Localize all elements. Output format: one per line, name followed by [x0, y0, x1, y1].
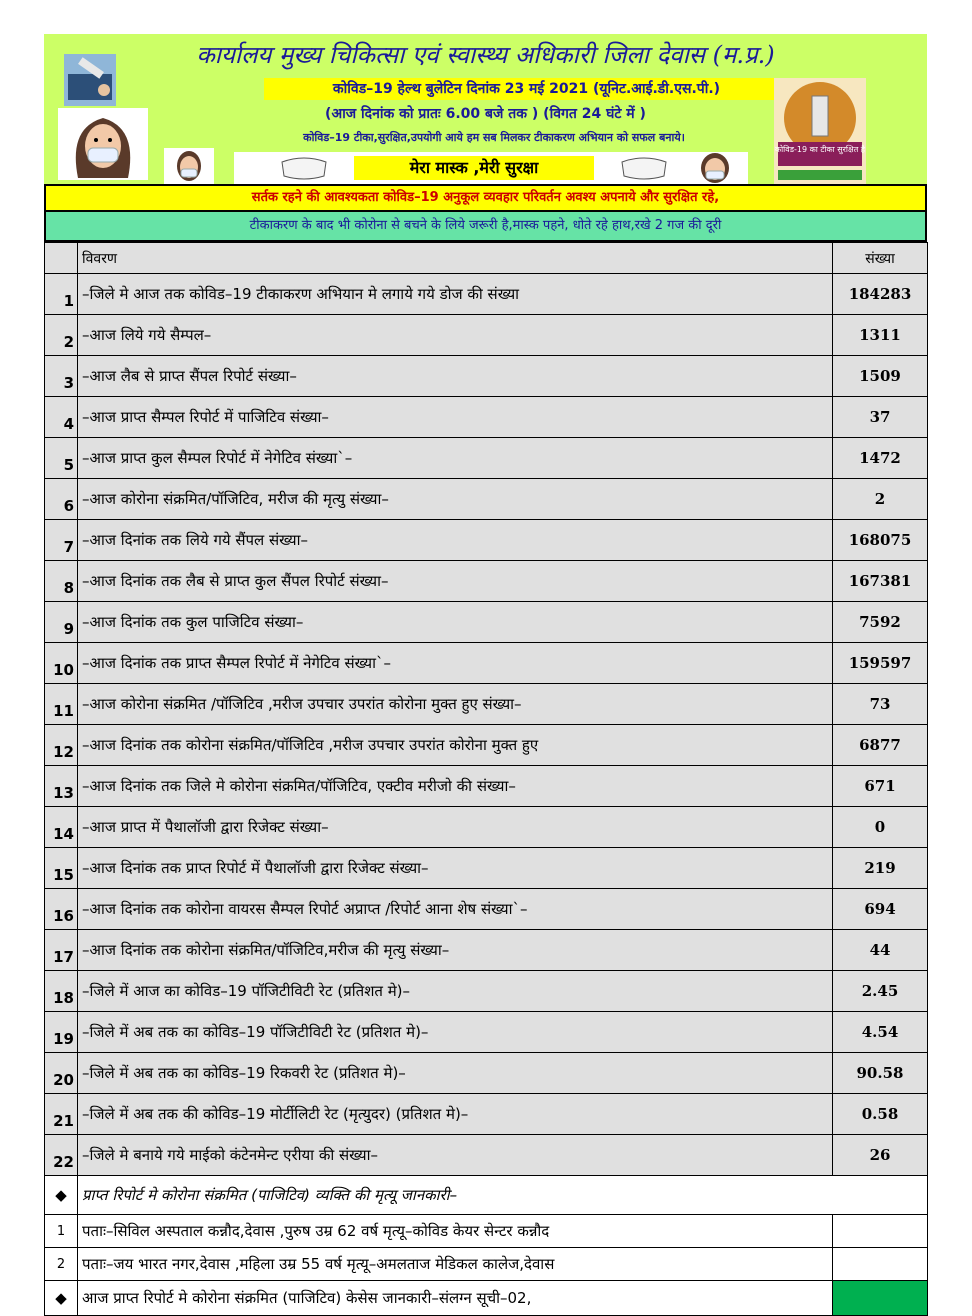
- row-number: 12: [45, 725, 78, 766]
- vaccination-slogan: कोविड–19 टीका,सुरक्षित,उपयोगी आये हम सब मिलकर टीकाकरण अभियान को सफल बनाये।: [303, 131, 685, 144]
- row-number: 17: [45, 930, 78, 971]
- table-row: [45, 1012, 928, 1053]
- row-number: 3: [45, 356, 78, 397]
- death-record-row: [45, 1215, 928, 1248]
- row-description: –आज दिनांक तक कोरोना वायरस सैम्पल रिपोर्ट अप्राप्त /रिपोर्ट आना शेष संख्या`–: [78, 889, 833, 930]
- row-count: 1311: [833, 315, 928, 356]
- row-count: 4.54: [833, 1012, 928, 1053]
- row-count: 2: [833, 479, 928, 520]
- row-description: –आज दिनांक तक जिले मे कोरोना संक्रमित/पॉजिटिव, एक्टीव मरीजो की संख्या–: [78, 766, 833, 807]
- row-description: –आज दिनांक तक कोरोना संक्रमित/पॉजिटिव,मरीज की मृत्यु संख्या–: [78, 930, 833, 971]
- row-count: 37: [833, 397, 928, 438]
- row-description: –आज लैब से प्राप्त सैंपल रिपोर्ट संख्या–: [78, 356, 833, 397]
- table-row: [45, 807, 928, 848]
- row-count: 671: [833, 766, 928, 807]
- row-description: –आज कोरोना संक्रमित/पॉजिटिव, मरीज की मृत्यु संख्या–: [78, 479, 833, 520]
- row-number: 18: [45, 971, 78, 1012]
- row-number: 11: [45, 684, 78, 725]
- vaccine-safe-caption: कोविड-19 का टीका सुरक्षित है: [774, 145, 866, 154]
- row-number: 15: [45, 848, 78, 889]
- row-number: 19: [45, 1012, 78, 1053]
- table-row: [45, 725, 928, 766]
- row-description: –आज कोरोना संक्रमित /पॉजिटिव ,मरीज उपचार उपरांत कोरोना मुक्त हुए संख्या–: [78, 684, 833, 725]
- row-description: –आज लिये गये सैम्पल–: [78, 315, 833, 356]
- death-record-row: [45, 1248, 928, 1281]
- table-row: [45, 561, 928, 602]
- header-index-cell: [45, 243, 78, 274]
- row-number: 7: [45, 520, 78, 561]
- row-number: 4: [45, 397, 78, 438]
- row-count: 159597: [833, 643, 928, 684]
- death-record-blank: [833, 1215, 928, 1248]
- row-description: –आज दिनांक तक लैब से प्राप्त कुल सैंपल रिपोर्ट संख्या–: [78, 561, 833, 602]
- row-number: 10: [45, 643, 78, 684]
- row-count: 694: [833, 889, 928, 930]
- row-description: –जिले में आज का कोविड–19 पॉजिटीविटी रेट (प्रतिशत मे)–: [78, 971, 833, 1012]
- death-record-number: 2: [45, 1248, 78, 1281]
- row-description: –आज दिनांक तक प्राप्त रिपोर्ट में पैथालॉजी द्वारा रिजेक्ट संख्या–: [78, 848, 833, 889]
- row-description: –आज प्राप्त सैम्पल रिपोर्ट में पाजिटिव संख्या–: [78, 397, 833, 438]
- table-row: [45, 889, 928, 930]
- table-row: [45, 848, 928, 889]
- table-row: [45, 1135, 928, 1176]
- column-header-description: विवरण: [78, 243, 833, 274]
- row-number: 21: [45, 1094, 78, 1135]
- bulletin-page: [44, 34, 927, 1316]
- row-description: –आज दिनांक तक कुल पाजिटिव संख्या–: [78, 602, 833, 643]
- row-count: 1472: [833, 438, 928, 479]
- row-description: –आज दिनांक तक प्राप्त सैम्पल रिपोर्ट में नेगेटिव संख्या`–: [78, 643, 833, 684]
- mask-icon-left: [274, 152, 334, 184]
- row-number: 16: [45, 889, 78, 930]
- death-record-address: पताः–सिविल अस्पताल कन्नौद,देवास ,पुरुष उम्र 62 वर्ष मृत्यू–कोविड केयर सेन्टर कन्नौद: [78, 1215, 833, 1248]
- row-count: 90.58: [833, 1053, 928, 1094]
- row-description: –जिले मे आज तक कोविड–19 टीकाकरण अभियान मे लगाये गये डोज की संख्या: [78, 274, 833, 315]
- table-row: [45, 930, 928, 971]
- row-number: 13: [45, 766, 78, 807]
- row-description: –जिले में अब तक का कोविड–19 रिकवरी रेट (प्रतिशत मे)–: [78, 1053, 833, 1094]
- positive-cases-footer-text: आज प्राप्त रिपोर्ट मे कोरोना संक्रमित (पाजिटिव) केसेस जानकारी–संलग्न सूची–02,: [78, 1281, 833, 1316]
- death-record-number: 1: [45, 1215, 78, 1248]
- row-number: 8: [45, 561, 78, 602]
- row-description: –आज प्राप्त में पैथालॉजी द्वारा रिजेक्ट संख्या–: [78, 807, 833, 848]
- row-count: 219: [833, 848, 928, 889]
- table-row: [45, 602, 928, 643]
- row-description: –आज दिनांक तक लिये गये सैंपल संख्या–: [78, 520, 833, 561]
- row-count: 167381: [833, 561, 928, 602]
- row-number: 22: [45, 1135, 78, 1176]
- bulletin-header: [44, 34, 927, 184]
- row-description: –जिले में अब तक की कोविड–19 मोर्टीलिटी रेट (मृत्युदर) (प्रतिशत मे)–: [78, 1094, 833, 1135]
- row-number: 2: [45, 315, 78, 356]
- row-description: –आज दिनांक तक कोरोना संक्रमित/पॉजिटिव ,मरीज उपचार उपरांत कोरोना मुक्त हुए: [78, 725, 833, 766]
- diamond-bullet-icon: ◆: [45, 1176, 78, 1215]
- row-description: –आज प्राप्त कुल सैम्पल रिपोर्ट में नेगेटिव संख्या`–: [78, 438, 833, 479]
- row-number: 14: [45, 807, 78, 848]
- row-count: 168075: [833, 520, 928, 561]
- row-count: 0: [833, 807, 928, 848]
- warning-banner: सर्तक रहने की आवश्यकता कोविड–19 अनुकूल व्यवहार परिवर्तन अवश्य अपनाये और सुरक्षित रहे,: [44, 184, 927, 212]
- table-row: [45, 397, 928, 438]
- table-row: [45, 766, 928, 807]
- table-row: [45, 971, 928, 1012]
- masked-girl-icon-right: [682, 152, 748, 184]
- table-row: [45, 684, 928, 725]
- row-number: 9: [45, 602, 78, 643]
- table-row: [45, 643, 928, 684]
- row-number: 20: [45, 1053, 78, 1094]
- death-record-address: पताः–जय भारत नगर,देवास ,महिला उम्र 55 वर्ष मृत्यू–अमलताज मेडिकल कालेज,देवास: [78, 1248, 833, 1281]
- row-count: 1509: [833, 356, 928, 397]
- mask-banner: [234, 152, 714, 184]
- masked-girl-icon-left: [164, 148, 214, 184]
- table-row: [45, 274, 928, 315]
- row-count: 184283: [833, 274, 928, 315]
- vaccination-photo: [64, 54, 116, 106]
- precaution-note: टीकाकरण के बाद भी कोरोना से बचने के लिये जरूरी है,मास्क पहने, धोते रहे हाथ,रखे 2 गज की दूरी: [44, 212, 927, 242]
- row-count: 73: [833, 684, 928, 725]
- table-row: [45, 1094, 928, 1135]
- death-record-blank: [833, 1248, 928, 1281]
- vaccine-safe-poster: [774, 78, 866, 184]
- row-count: 2.45: [833, 971, 928, 1012]
- row-count: 7592: [833, 602, 928, 643]
- table-row: [45, 438, 928, 479]
- row-count: 44: [833, 930, 928, 971]
- death-info-heading: प्राप्त रिपोर्ट मे कोरोना संक्रमित (पाजिटिव) व्यक्ति की मृत्यू जानकारी–: [78, 1176, 928, 1215]
- bulletin-date-banner: कोविड–19 हेल्थ बुलेटिन दिनांक 23 मई 2021 (यूनिट.आई.डी.एस.पी.): [264, 78, 789, 100]
- office-title: कार्यालय मुख्य चिकित्सा एवं स्वास्थ्य अधिकारी जिला देवास (म.प्र.): [196, 41, 775, 69]
- row-count: 26: [833, 1135, 928, 1176]
- statistics-table: [44, 242, 928, 1316]
- mask-icon-right: [614, 152, 674, 184]
- row-number: 1: [45, 274, 78, 315]
- green-status-cell: [833, 1281, 928, 1316]
- row-description: –जिले में अब तक का कोविड–19 पॉजिटीविटी रेट (प्रतिशत मे)–: [78, 1012, 833, 1053]
- row-count: 6877: [833, 725, 928, 766]
- table-header-row: [45, 243, 928, 274]
- table-row: [45, 315, 928, 356]
- row-count: 0.58: [833, 1094, 928, 1135]
- mask-slogan: मेरा मास्क ,मेरी सुरक्षा: [354, 156, 594, 180]
- table-row: [45, 1053, 928, 1094]
- diamond-bullet-icon: ◆: [45, 1281, 78, 1316]
- row-number: 6: [45, 479, 78, 520]
- death-info-heading-row: [45, 1176, 928, 1215]
- table-row: [45, 356, 928, 397]
- row-description: –जिले मे बनाये गये माईको कंटेनमेन्ट एरीया की संख्या–: [78, 1135, 833, 1176]
- column-header-count: संख्या: [833, 243, 928, 274]
- reporting-period: (आज दिनांक को प्रातः 6.00 बजे तक ) (विगत 24 घंटे में ): [325, 106, 646, 122]
- row-number: 5: [45, 438, 78, 479]
- table-row: [45, 479, 928, 520]
- positive-cases-footer-row: [45, 1281, 928, 1316]
- table-row: [45, 520, 928, 561]
